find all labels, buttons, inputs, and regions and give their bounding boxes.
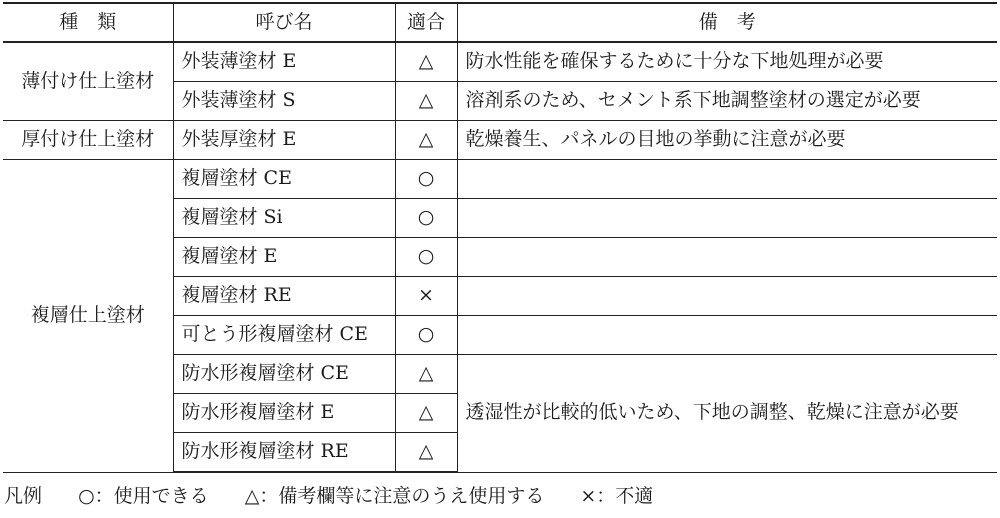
row-fit-symbol: ○ <box>395 238 457 277</box>
row-fit-symbol: △ <box>395 82 457 121</box>
table-row <box>3 121 997 160</box>
header-note-text: 備 考 <box>698 10 756 33</box>
row-note <box>457 316 997 355</box>
row-note-merged: 透湿性が比較的低いため、下地の調整、乾燥に注意が必要 <box>457 355 997 473</box>
legend-item-caution: △：備考欄等に注意のうえ使用する <box>244 485 545 507</box>
header-note <box>457 3 997 42</box>
row-note: 溶剤系のため、セメント系下地調整塗材の選定が必要 <box>457 82 997 121</box>
row-fit-symbol: △ <box>395 42 457 82</box>
legend-item-usable: ○：使用できる <box>78 485 209 507</box>
row-fit-symbol: △ <box>395 433 457 473</box>
legend-title: 凡例 <box>4 485 43 507</box>
row-note <box>457 199 997 238</box>
row-name: 防水形複層塗材 CE <box>173 355 395 394</box>
header-row <box>3 3 997 42</box>
row-name: 複層塗材 RE <box>173 277 395 316</box>
row-note: 防水性能を確保するために十分な下地処理が必要 <box>457 42 997 82</box>
row-note <box>457 238 997 277</box>
group-kind-thick: 厚付け仕上塗材 <box>3 121 173 160</box>
row-fit-symbol: △ <box>395 355 457 394</box>
header-name-text: 呼び名 <box>255 10 313 33</box>
row-name: 複層塗材 CE <box>173 160 395 199</box>
table-row <box>3 160 997 199</box>
header-kind <box>3 3 173 42</box>
group-kind-multilayer: 複層仕上塗材 <box>3 160 173 473</box>
header-name <box>173 3 395 42</box>
legend-item-unsuitable: ×：不適 <box>580 485 654 507</box>
row-name: 外装薄塗材 E <box>173 42 395 82</box>
row-name: 外装厚塗材 E <box>173 121 395 160</box>
row-fit-symbol: △ <box>395 121 457 160</box>
table-body <box>3 42 997 472</box>
row-fit-symbol: × <box>395 277 457 316</box>
row-fit-symbol: ○ <box>395 160 457 199</box>
row-note <box>457 277 997 316</box>
group-kind-thin: 薄付け仕上塗材 <box>3 42 173 121</box>
row-fit-symbol: ○ <box>395 199 457 238</box>
header-fit-text: 適合 <box>406 10 445 33</box>
row-note <box>457 160 997 199</box>
header-kind-text: 種 類 <box>59 10 117 33</box>
suitability-table <box>3 2 997 473</box>
row-name: 防水形複層塗材 E <box>173 394 395 433</box>
row-name: 可とう形複層塗材 CE <box>173 316 395 355</box>
row-name: 防水形複層塗材 RE <box>173 433 395 473</box>
table-header <box>3 3 997 42</box>
row-note: 乾燥養生、パネルの目地の挙動に注意が必要 <box>457 121 997 160</box>
legend <box>4 481 683 508</box>
row-name: 複層塗材 E <box>173 238 395 277</box>
row-name: 複層塗材 Si <box>173 199 395 238</box>
row-fit-symbol: △ <box>395 394 457 433</box>
row-name: 外装薄塗材 S <box>173 82 395 121</box>
row-fit-symbol: ○ <box>395 316 457 355</box>
header-fit <box>395 3 457 42</box>
table-row <box>3 42 997 82</box>
